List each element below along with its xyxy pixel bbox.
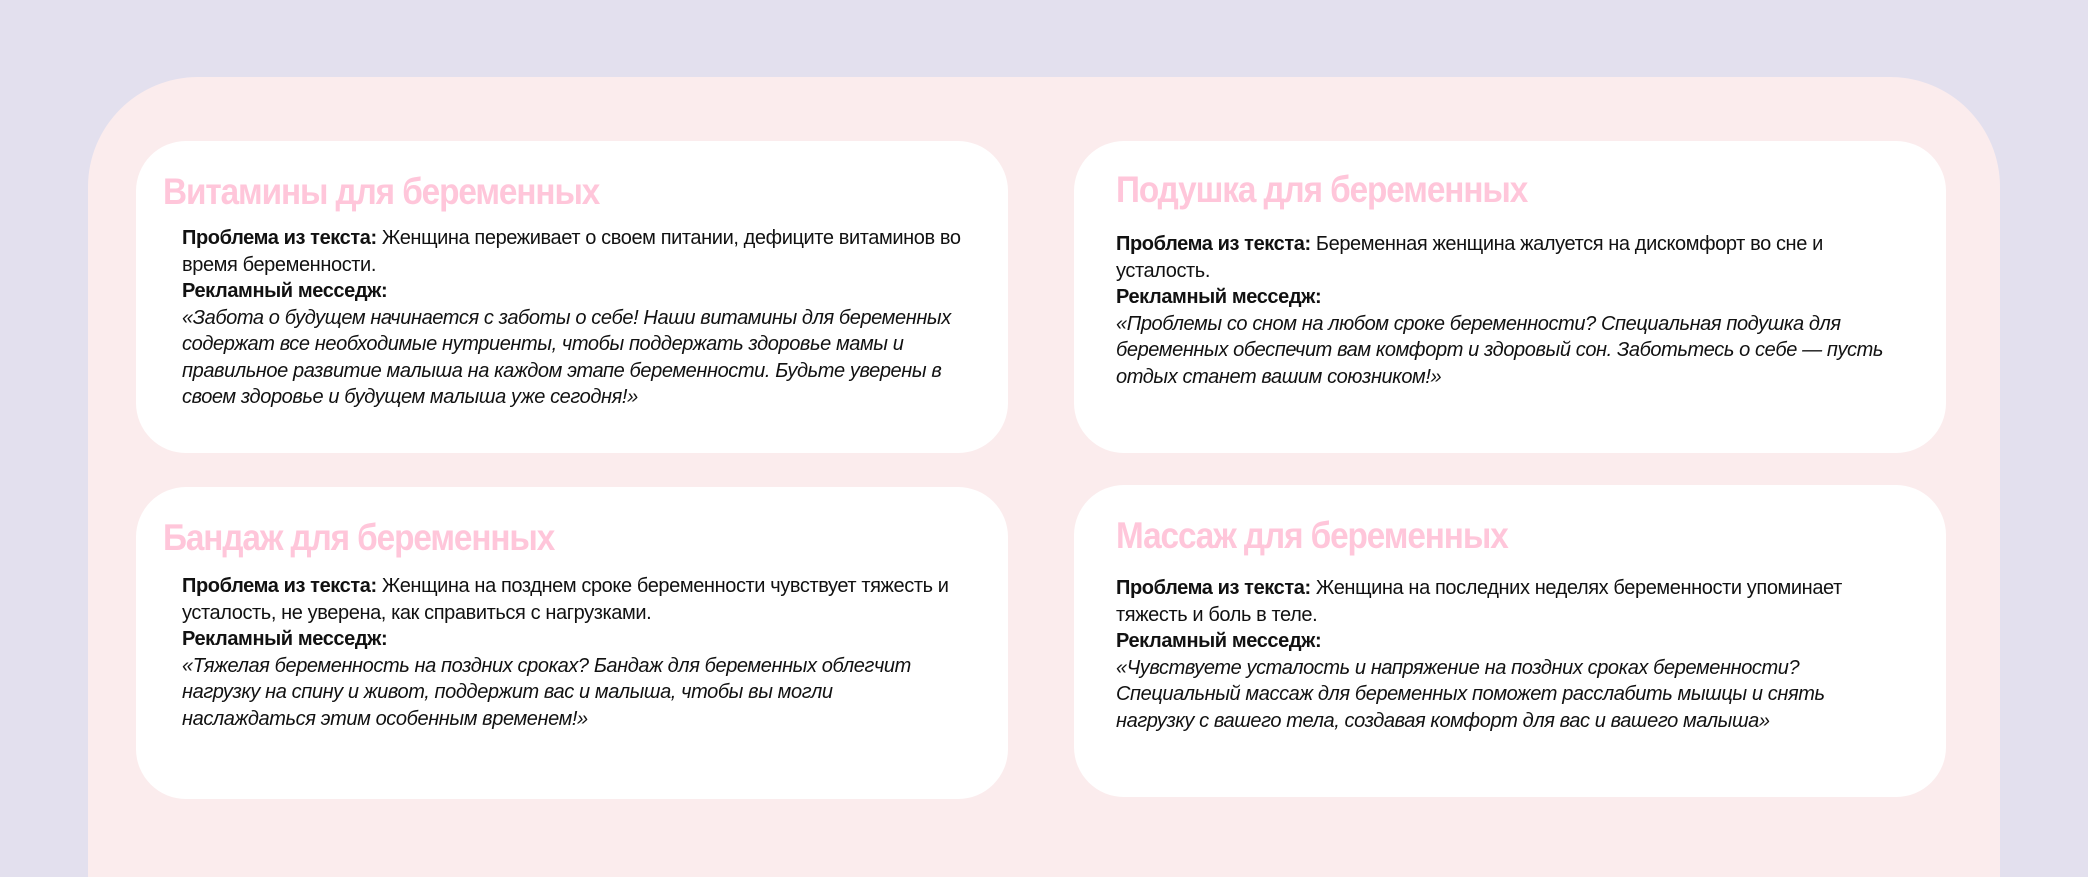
card-pillow: [1074, 141, 1946, 453]
message-text: «Проблемы со сном на любом сроке беременности? Специальная подушка для беременных обеспечит вам комфорт и здоровый сон. Заботьтесь о себе — пусть отдых станет вашим союзником!»: [1116, 312, 1884, 388]
message-text: «Забота о будущем начинается с заботы о себе! Наши витамины для беременных содержат все необходимые нутриенты, чтобы поддержать здоровье мамы и правильное развитие малыша на каждом этапе беременности. Будьте уверены в своем здоровье и будущем малыша уже сегодня!»: [182, 306, 951, 408]
card-vitamins: [136, 141, 1008, 453]
problem-label: Проблема из текста:: [182, 227, 377, 249]
problem-label: Проблема из текста:: [182, 575, 377, 597]
card-body: [182, 573, 968, 732]
card-body: [182, 225, 968, 411]
message-text: «Чувствуете усталость и напряжение на поздних сроках беременности? Специальный массаж для беременных поможет расслабить мышцы и снять нагрузку с вашего тела, создавая комфорт для вас и вашего малыша»: [1116, 656, 1825, 732]
message-label: Рекламный месседж:: [1116, 630, 1322, 652]
card-body: [1116, 575, 1906, 734]
message-text: «Тяжелая беременность на поздних сроках? Бандаж для беременных облегчит нагрузку на спину и живот, поддержит вас и малыша, чтобы вы могли наслаждаться этим особенным временем!»: [182, 654, 911, 730]
message-label: Рекламный месседж:: [182, 280, 388, 302]
card-massage: [1074, 485, 1946, 797]
card-bandage: [136, 487, 1008, 799]
problem-text: Беременная женщина жалуется на дискомфорт во сне и усталость.: [1116, 233, 1823, 282]
card-body: [1116, 231, 1906, 390]
problem-text: Женщина переживает о своем питании, дефиците витаминов во время беременности.: [182, 227, 961, 276]
problem-text: Женщина на позднем сроке беременности чувствует тяжесть и усталость, не уверена, как справиться с нагрузками.: [182, 575, 949, 624]
card-title: Подушка для беременных: [1116, 169, 1528, 210]
card-title: Витамины для беременных: [163, 171, 600, 212]
message-label: Рекламный месседж:: [1116, 286, 1322, 308]
card-title: Массаж для беременных: [1116, 515, 1508, 556]
problem-label: Проблема из текста:: [1116, 233, 1311, 255]
problem-text: Женщина на последних неделях беременности упоминает тяжесть и боль в теле.: [1116, 577, 1842, 626]
message-label: Рекламный месседж:: [182, 628, 388, 650]
problem-label: Проблема из текста:: [1116, 577, 1311, 599]
card-title: Бандаж для беременных: [163, 517, 555, 558]
